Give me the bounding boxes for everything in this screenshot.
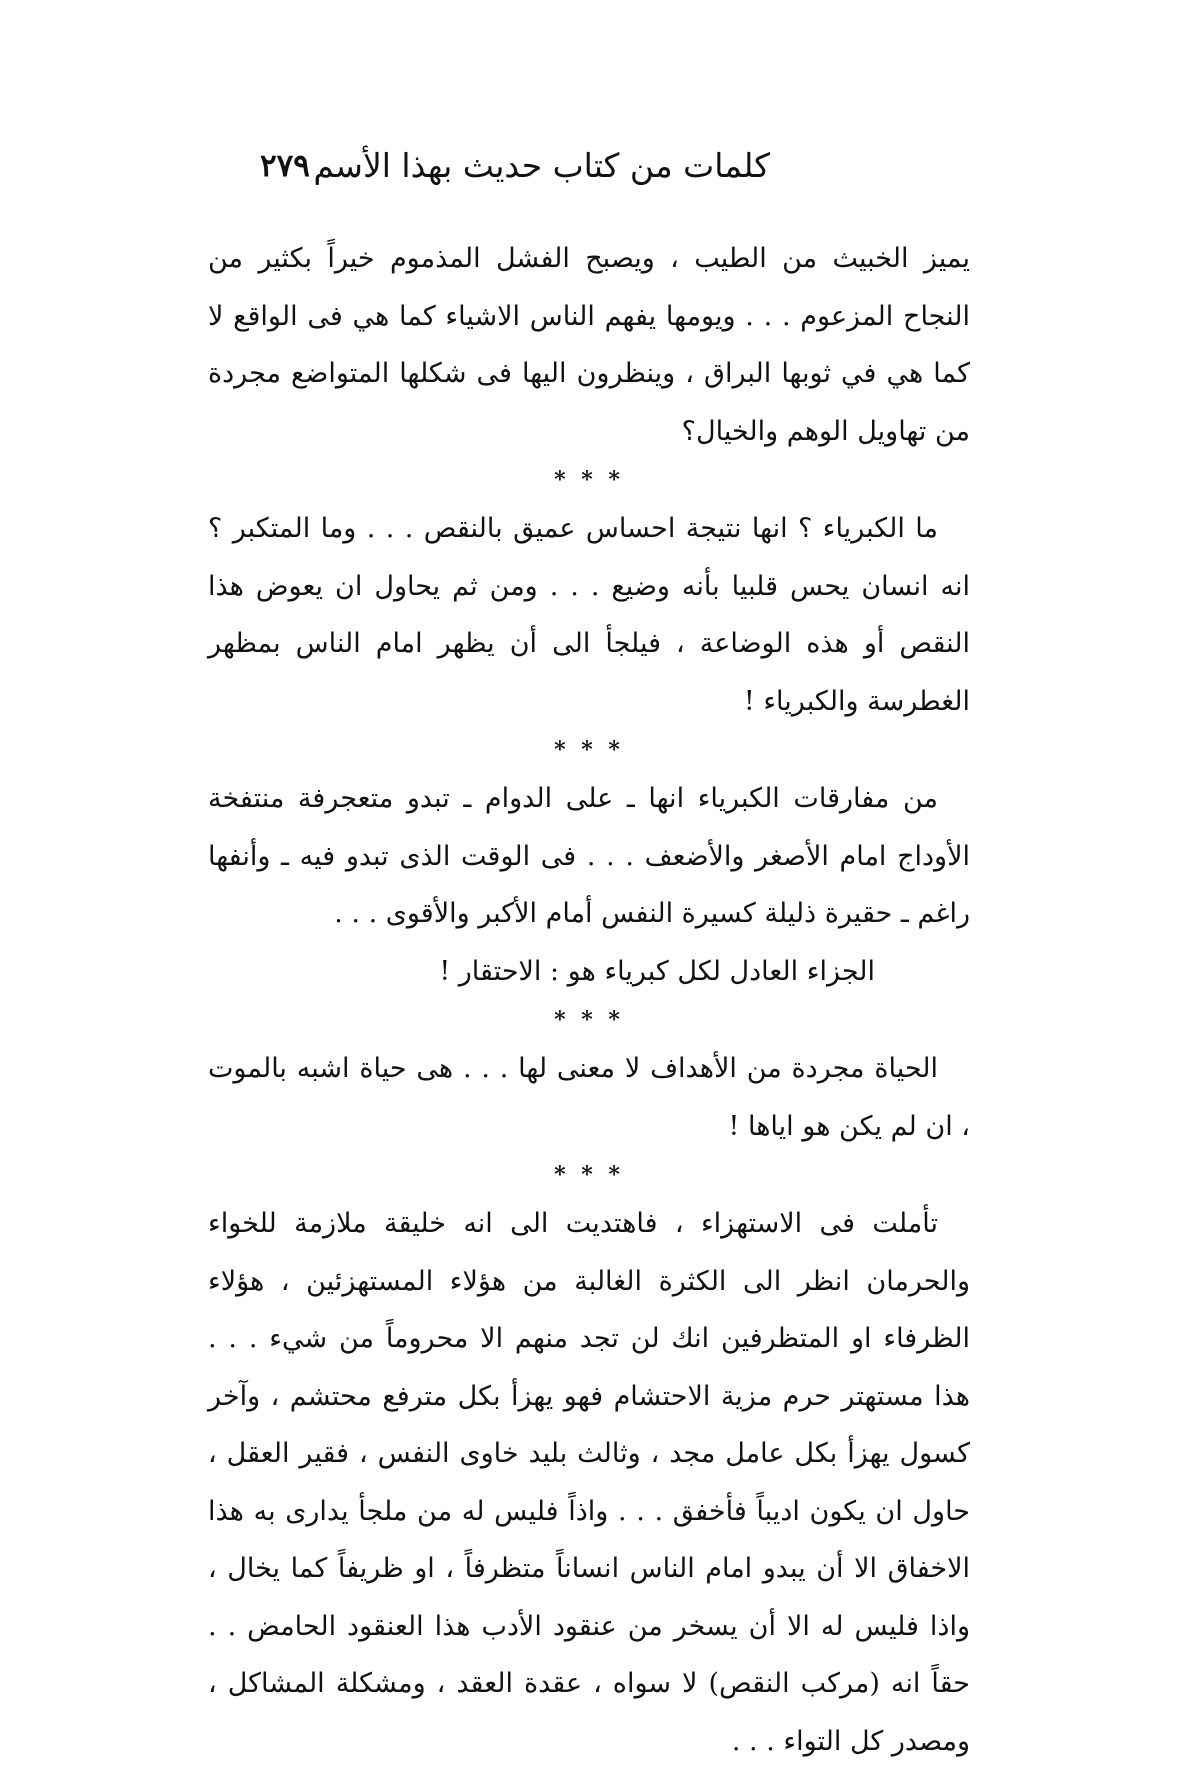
running-title: كلمات من كتاب حديث بهذا الأسم [313, 146, 770, 185]
paragraph: الجزاء العادل لكل كبرياء هو : الاحتقار ! [439, 955, 875, 987]
page-number: ٢٧٩ [260, 148, 310, 184]
section-separator: * * * [554, 467, 624, 493]
section-separator: * * * [554, 1162, 624, 1188]
paragraph: من مفارقات الكبرياء انها ـ على الدوام ـ تبدو متعجرفة منتفخة الأوداج امام الأصغر والأضعف . . . فى الوقت الذى تبدو فيه ـ وأنفها راغم ـ حقيرة ذليلة كسيرة النفس أمام الأكبر والأقوى . . . [208, 783, 970, 929]
paragraph: ما الكبرياء ؟ انها نتيجة احساس عميق بالنقص . . . وما المتكبر ؟ انه انسان يحس قلبيا بأنه وضيع . . . ومن ثم يحاول ان يعوض هذا النقص أو هذه الوضاعة ، فيلجأ الى أن يظهر امام الناس بمظهر الغطرسة والكبرياء ! [208, 513, 970, 717]
page-header [215, 138, 770, 194]
section-separator: * * * [554, 737, 624, 763]
paragraph: تأملت فى الاستهزاء ، فاهتديت الى انه خليقة ملازمة للخواء والحرمان انظر الى الكثرة الغالبة من هؤلاء المستهزئين ، هؤلاء الظرفاء او المتظرفين انك لن تجد منهم الا محروماً من شيء . . . هذا مستهتر حرم مزية الاحتشام فهو يهزأ بكل مترفع محتشم ، وآخر كسول يهزأ بكل عامل مجد ، وثالث بليد خاوى النفس ، فقير العقل ، حاول ان يكون اديباً فأخفق . . . واذاً فليس له من ملجأ يدارى به هذا الاخفاق الا أن يبدو امام الناس انساناً متظرفاً ، او ظريفاً كما يخال ، واذا فليس له الا أن يسخر من عنقود الأدب هذا العنقود الحامض . . حقاً انه (مركب النقص) لا سواه ، عقدة العقد ، ومشكلة المشاكل ، ومصدر كل التواء . . . [208, 1208, 970, 1757]
body-text [208, 230, 970, 1770]
section-separator: * * * [554, 1007, 624, 1033]
paragraph: يميز الخبيث من الطيب ، ويصبح الفشل المذموم خيراً بكثير من النجاح المزعوم . . . ويومها يفهم الناس الاشياء كما هي فى الواقع لا كما هي في ثوبها البراق ، وينظرون اليها فى شكلها المتواضع مجردة من تهاويل الوهم والخيال؟ [208, 243, 970, 447]
paragraph: الحياة مجردة من الأهداف لا معنى لها . . . هى حياة اشبه بالموت ، ان لم يكن هو اياها ! [208, 1053, 970, 1142]
